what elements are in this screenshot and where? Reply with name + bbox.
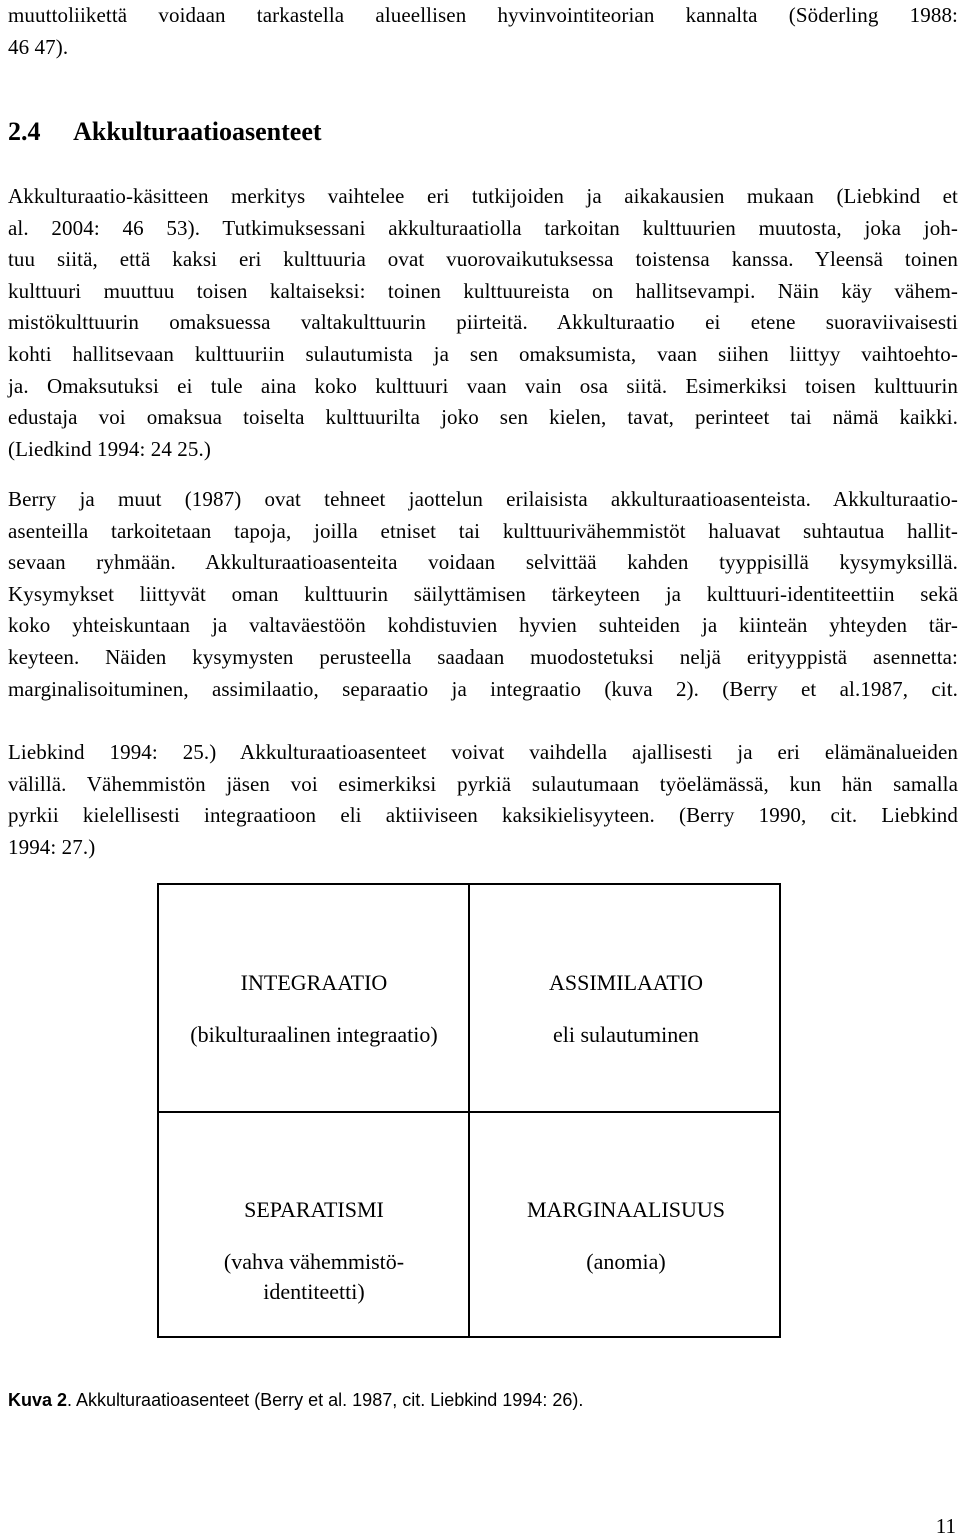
section-heading — [8, 117, 322, 147]
paragraph-2 — [8, 484, 958, 705]
cell-subtitle: eli sulautuminen — [552, 1022, 700, 1047]
section-number: 2.4 — [8, 117, 41, 146]
cell-subtitle: (bikulturaalinen integraatio) — [190, 1022, 438, 1047]
text-line: asenteilla tarkoitetaan tapoja, joilla etniset tai kulttuurivähemmistöt haluavat suhtautua hallit- — [8, 518, 958, 543]
text-line: keyteen. Näiden kysymysten perusteella saadaan muodostetuksi neljä erityyppistä asennetta: — [8, 644, 958, 669]
text-line: Akkulturaatio-käsitteen merkitys vaihtelee eri tutkijoiden ja aikakausien mukaan (Liebkind et — [8, 184, 958, 208]
cell-subtitle: (anomia) — [586, 1249, 666, 1274]
text-line: ja. Omaksutuksi ei tule aina koko kulttuuri vaan vain osa siitä. Esimerkiksi toisen kulttuurin — [8, 373, 958, 398]
figure-cell-marginaalisuus — [471, 1195, 781, 1277]
cell-subtitle-cont: identiteetti) — [263, 1279, 365, 1304]
text-line: Kysymykset liittyvät oman kulttuurin säilyttämisen tärkeyteen ja kulttuuri-identiteettiin sekä — [8, 581, 958, 606]
text-line: muuttoliikettä voidaan tarkastella alueellisen hyvinvointiteorian kannalta (Söderling 1988: — [8, 3, 958, 27]
text-line: koko yhteiskuntaan ja valtaväestöön kohdistuvien hyvien suhteiden ja kiinteän yhteyden tär- — [8, 613, 958, 638]
paragraph-1 — [8, 181, 958, 465]
section-title: Akkulturaatioasenteet — [73, 117, 322, 146]
text-line: al. 2004: 46 53). Tutkimuksessani akkulturaatiolla tarkoitan kulttuurien muutosta, joka joh- — [8, 215, 958, 240]
page-number: 11 — [935, 1514, 956, 1538]
text-line: tuu siitä, että kaksi eri kulttuuria ovat vuorovaikutuksessa toistensa kanssa. Yleensä toinen — [8, 247, 958, 272]
cell-subtitle: (vahva vähemmistö- — [223, 1249, 405, 1274]
figure-cell-integraatio — [159, 968, 469, 1050]
caption-label: Kuva 2 — [8, 1390, 68, 1410]
text-line: mistökulttuurin omaksuessa valtakulttuurin piirteitä. Akkulturaatio ei etene suoraviivaisesti — [8, 310, 958, 335]
text-line: Liebkind 1994: 25.) Akkulturaatioasenteet voivat vaihdella ajallisesti ja eri elämänalueiden — [8, 740, 958, 764]
text-line: Berry ja muut (1987) ovat tehneet jaottelun erilaisista akkulturaatioasenteista. Akkulturaatio- — [8, 487, 958, 511]
text-line: 1994: 27.) — [8, 834, 96, 859]
text-line: kohti hallitsevaan kulttuuriin sulautumista ja sen omaksumista, vaan siihen liittyy vaihtoehto- — [8, 341, 958, 366]
figure-cell-separatismi — [159, 1195, 469, 1307]
text-line: edustaja voi omaksua toiselta kulttuurilta joko sen kielen, tavat, perinteet tai nämä kaikki. — [8, 405, 958, 430]
caption-text: . Akkulturaatioasenteet (Berry et al. 1987, cit. Liebkind 1994: 26). — [67, 1390, 584, 1410]
acculturation-figure — [157, 883, 781, 1338]
cell-title: MARGINAALISUUS — [526, 1197, 725, 1222]
figure-caption — [8, 1390, 583, 1411]
figure-cell-assimilaatio — [471, 968, 781, 1050]
text-line: (Liedkind 1994: 24 25.) — [8, 436, 211, 461]
cell-title: ASSIMILAATIO — [549, 970, 703, 995]
text-line: välillä. Vähemmistön jäsen voi esimerkiksi pyrkiä sulautumaan työelämässä, kun hän samalla — [8, 771, 958, 796]
intro-paragraph — [8, 0, 958, 63]
paragraph-3 — [8, 737, 958, 863]
cell-title: INTEGRAATIO — [240, 970, 388, 995]
text-line: pyrkii kielellisesti integraatioon eli aktiiviseen kaksikielisyyteen. (Berry 1990, cit. Liebkind — [8, 803, 958, 828]
figure-horizontal-divider — [159, 1111, 779, 1113]
text-line: kulttuuri muuttuu toisen kaltaiseksi: toinen kulttuureista on hallitsevampi. Näin käy vähem- — [8, 278, 958, 303]
text-line: marginalisoituminen, assimilaatio, separaatio ja integraatio (kuva 2). (Berry et al.1987, cit. — [8, 676, 958, 701]
cell-title: SEPARATISMI — [244, 1197, 384, 1222]
text-line: 46 47). — [8, 34, 69, 59]
text-line: sevaan ryhmään. Akkulturaatioasenteita voidaan selvittää kahden tyyppisillä kysymyksillä. — [8, 550, 958, 575]
